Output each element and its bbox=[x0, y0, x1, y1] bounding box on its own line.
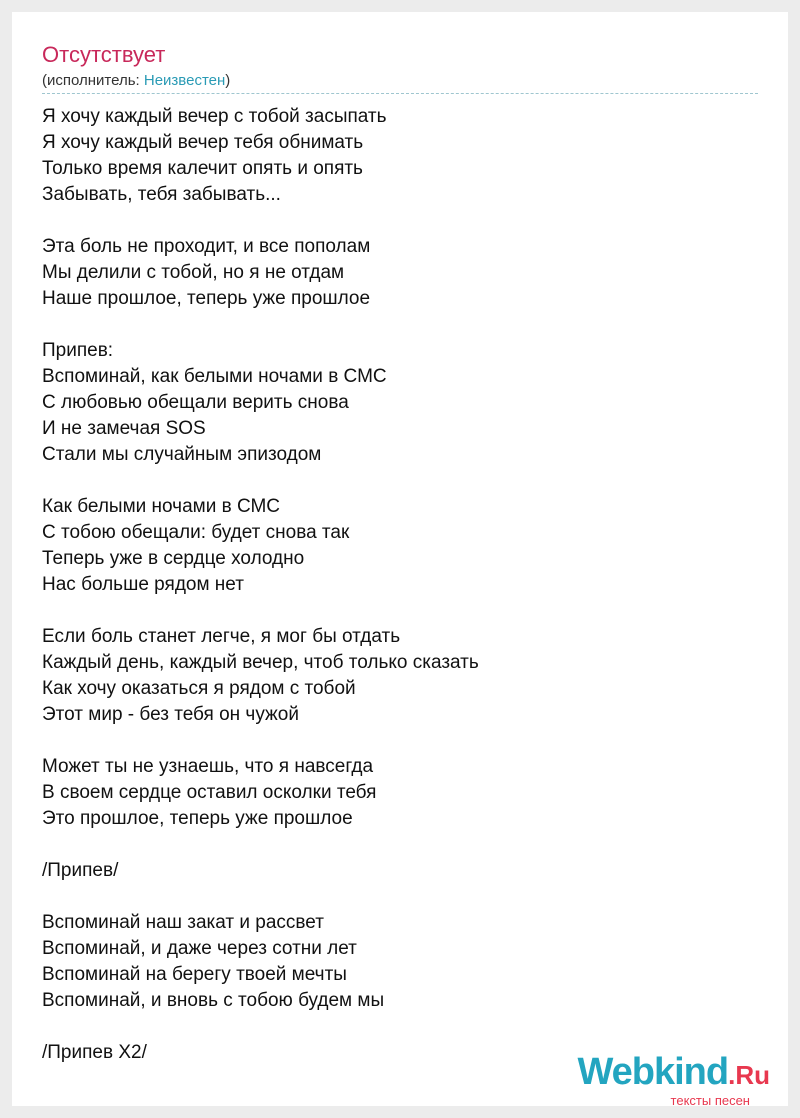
logo-main-text: Webkind bbox=[577, 1051, 729, 1093]
lyric-line: Я хочу каждый вечер тебя обнимать bbox=[42, 132, 364, 153]
lyric-line: Стали мы случайным эпизодом bbox=[42, 444, 322, 465]
lyric-line: Может ты не узнаешь, что я навсегда bbox=[42, 756, 374, 777]
artist-suffix: ) bbox=[225, 72, 231, 89]
lyric-line: Если боль станет легче, я мог бы отдать bbox=[42, 626, 401, 647]
lyrics-stanza bbox=[42, 624, 762, 728]
lyric-line: Вспоминай, как белыми ночами в СМС bbox=[42, 366, 387, 387]
lyrics-stanza bbox=[42, 858, 762, 884]
lyric-line: Это прошлое, теперь уже прошлое bbox=[42, 808, 353, 829]
page bbox=[12, 12, 788, 1106]
lyric-line: Каждый день, каждый вечер, чтоб только сказать bbox=[42, 652, 479, 673]
lyrics-stanza bbox=[42, 494, 762, 598]
lyric-line: Мы делили с тобой, но я не отдам bbox=[42, 262, 345, 283]
lyrics-stanza bbox=[42, 234, 762, 312]
lyric-line: Я хочу каждый вечер с тобой засыпать bbox=[42, 106, 387, 127]
lyric-line: И не замечая SOS bbox=[42, 418, 206, 439]
lyric-line: Наше прошлое, теперь уже прошлое bbox=[42, 288, 371, 309]
logo-tagline: тексты песен bbox=[670, 1093, 750, 1108]
lyric-line: Только время калечит опять и опять bbox=[42, 158, 363, 179]
site-logo[interactable] bbox=[577, 1051, 770, 1108]
lyric-line: С любовью обещали верить снова bbox=[42, 392, 349, 413]
lyric-line: Нас больше рядом нет bbox=[42, 574, 244, 595]
lyrics-stanza bbox=[42, 104, 762, 208]
lyric-line: Эта боль не проходит, и все пополам bbox=[42, 236, 371, 257]
artist-link[interactable]: Неизвестен bbox=[143, 72, 226, 89]
lyric-line: Теперь уже в сердце холодно bbox=[42, 548, 305, 569]
lyric-line: Вспоминай на берегу твоей мечты bbox=[42, 964, 347, 985]
lyric-line: Вспоминай, и вновь с тобою будем мы bbox=[42, 990, 385, 1011]
logo-suffix-text: .Ru bbox=[728, 1060, 770, 1090]
lyric-line: Как хочу оказаться я рядом с тобой bbox=[42, 678, 356, 699]
lyric-line: Вспоминай, и даже через сотни лет bbox=[42, 938, 357, 959]
lyric-line: С тобою обещали: будет снова так bbox=[42, 522, 350, 543]
artist-line bbox=[42, 72, 230, 89]
lyric-line: Вспоминай наш закат и рассвет bbox=[42, 912, 324, 933]
divider bbox=[42, 93, 758, 94]
lyrics-stanza bbox=[42, 338, 762, 468]
artist-prefix: (исполнитель: bbox=[42, 72, 144, 89]
lyric-line: Припев: bbox=[42, 340, 114, 361]
lyric-line: /Припев X2/ bbox=[42, 1042, 147, 1063]
lyric-line: Как белыми ночами в СМС bbox=[42, 496, 281, 517]
lyrics-stanza bbox=[42, 754, 762, 832]
lyric-line: Забывать, тебя забывать... bbox=[42, 184, 281, 205]
lyric-line: /Припев/ bbox=[42, 860, 119, 881]
lyric-line: В своем сердце оставил осколки тебя bbox=[42, 782, 377, 803]
lyric-line: Этот мир - без тебя он чужой bbox=[42, 704, 299, 725]
song-title: Отсутствует bbox=[42, 42, 166, 67]
lyrics-body bbox=[42, 104, 762, 1092]
lyrics-stanza bbox=[42, 910, 762, 1014]
